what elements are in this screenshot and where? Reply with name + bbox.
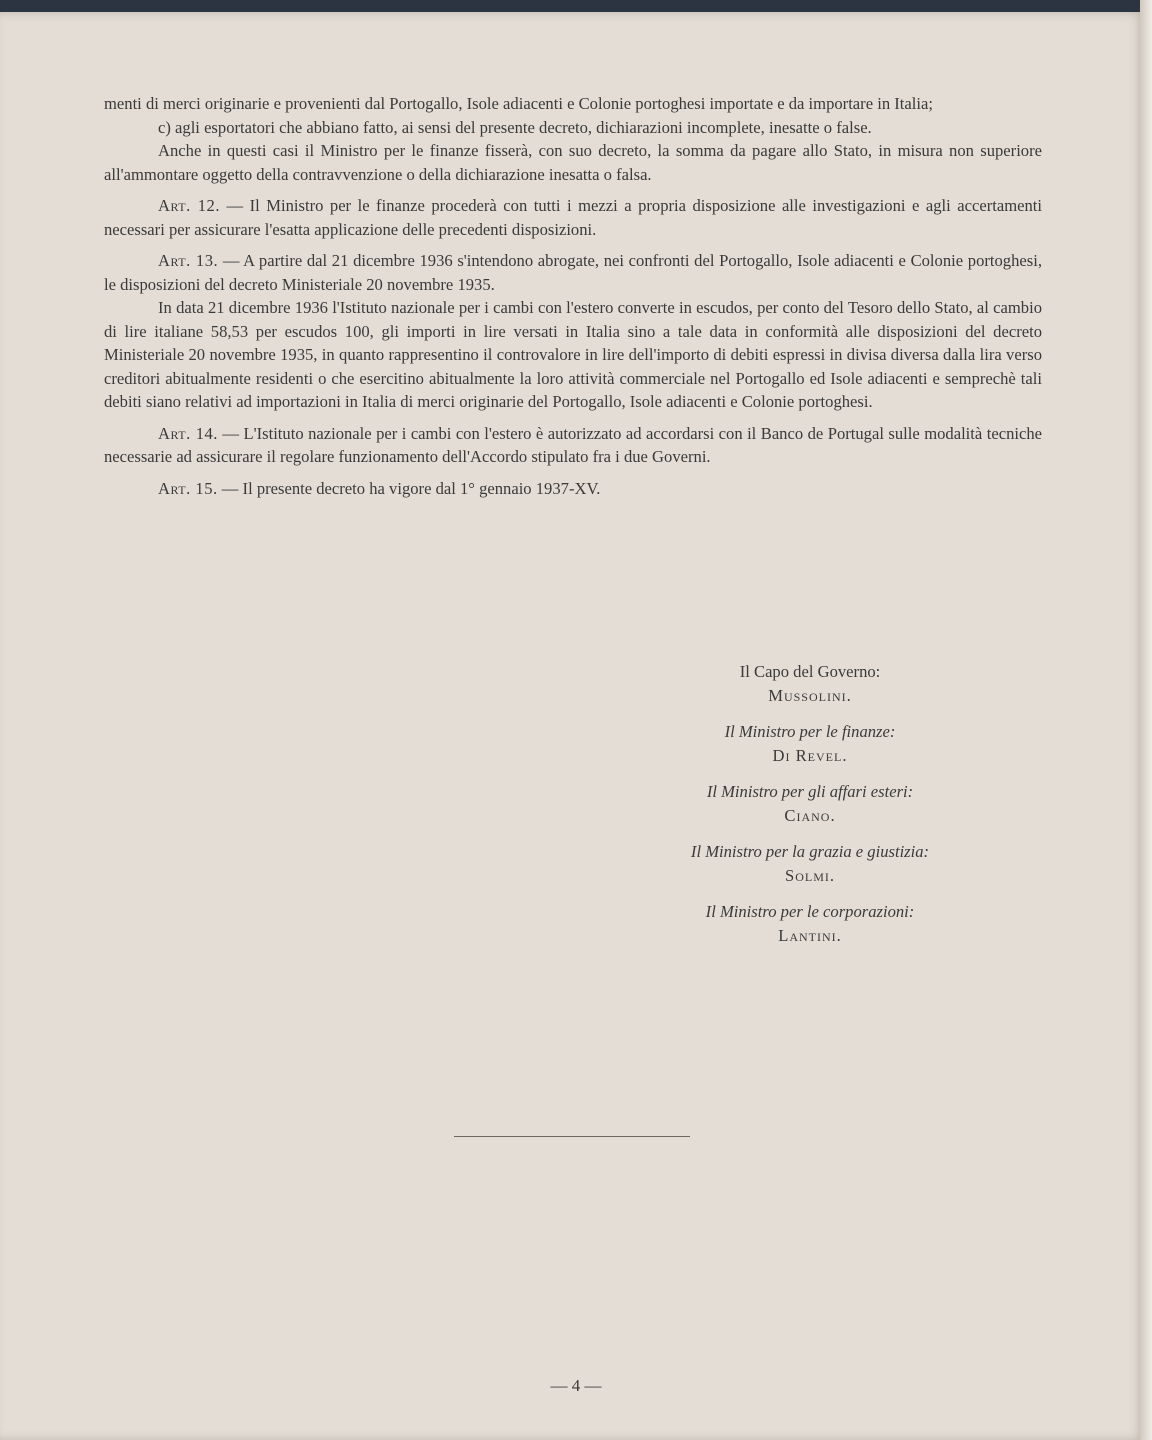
signature-role: Il Ministro per le finanze: (724, 722, 896, 741)
page-edge (1140, 0, 1152, 1440)
article-text: — A partire dal 21 dicembre 1936 s'intendono abrogate, nei confronti del Portogallo, Isole adiacenti e Colonie portoghesi, le disposizioni del decreto Ministeriale 20 novembre 1935. (104, 251, 1042, 294)
signatures (600, 660, 1020, 960)
body-text (104, 92, 1042, 500)
page-number: — 4 — (550, 1376, 602, 1395)
article-text: — Il Ministro per le finanze procederà con tutti i mezzi a propria disposizione alle investigazioni e agli accertamenti necessari per assicurare l'esatta applicazione delle precedenti disposizioni. (104, 196, 1042, 239)
signature-name: Mussolini. (768, 686, 852, 705)
article-label: Art. 12. (158, 196, 220, 215)
article-label: Art. 14. (158, 423, 218, 443)
signature-block (600, 840, 1020, 888)
article-text: — Il presente decreto ha vigore dal 1° gennaio 1937-XV. (221, 478, 601, 498)
article-text: — L'Istituto nazionale per i cambi con l'estero è autorizzato ad accordarsi con il Banco de Portugal sulle modalità tecniche necessarie ad assicurare il regolare funzionamento dell'Accordo stipulato fra i due Governi. (104, 423, 1043, 466)
article-14 (104, 422, 1042, 469)
signature-block (600, 720, 1020, 768)
signature-name: Lantini. (778, 926, 842, 945)
signature-name: Ciano. (784, 806, 836, 825)
paragraph: c) agli esportatori che abbiano fatto, ai sensi del presente decreto, dichiarazioni incomplete, inesatte o false. (158, 117, 872, 137)
paragraph: Anche in questi casi il Ministro per le finanze fisserà, con suo decreto, la somma da pagare allo Stato, in misura non superiore all'ammontare oggetto della contravvenzione o della dichiarazione inesatta o falsa. (104, 141, 1042, 184)
signature-role: Il Ministro per gli affari esteri: (706, 782, 914, 801)
signature-block (600, 780, 1020, 828)
article-15 (104, 477, 1042, 501)
divider (454, 1136, 690, 1137)
signature-block (600, 660, 1020, 708)
signature-role: Il Ministro per la grazia e giustizia: (690, 842, 930, 861)
signature-name: Di Revel. (772, 746, 848, 765)
article-13 (104, 249, 1042, 296)
document-page (0, 12, 1145, 1440)
signature-block (600, 900, 1020, 948)
signature-role: Il Ministro per le corporazioni: (705, 902, 915, 921)
signature-name: Solmi. (784, 866, 836, 885)
signature-role: Il Capo del Governo: (739, 662, 881, 681)
paragraph: In data 21 dicembre 1936 l'Istituto nazionale per i cambi con l'estero converte in escudos, per conto del Tesoro dello Stato, al cambio di lire italiane 58,53 per escudos 100, gli importi in lire versati in Italia sino a tale data in conformità alle disposizioni del decreto Ministeriale 20 novembre 1935, in quanto rappresentino il controvalore in lire dell'importo di debiti espressi in divisa diversa dalla lira verso creditori abitualmente residenti o che esercitino abitualmente la loro attività commerciale nel Portogallo ed Isole adiacenti e semprechè tali debiti siano relativi ad importazioni in Italia di merci originarie del Portogallo, Isole adiacenti e Colonie portoghesi. (104, 298, 1042, 411)
article-12 (104, 194, 1042, 241)
paragraph: menti di merci originarie e provenienti dal Portogallo, Isole adiacenti e Colonie portoghesi importate e da importare in Italia; (104, 94, 933, 113)
article-label: Art. 15. (158, 478, 218, 498)
article-label: Art. 13. (158, 251, 219, 270)
